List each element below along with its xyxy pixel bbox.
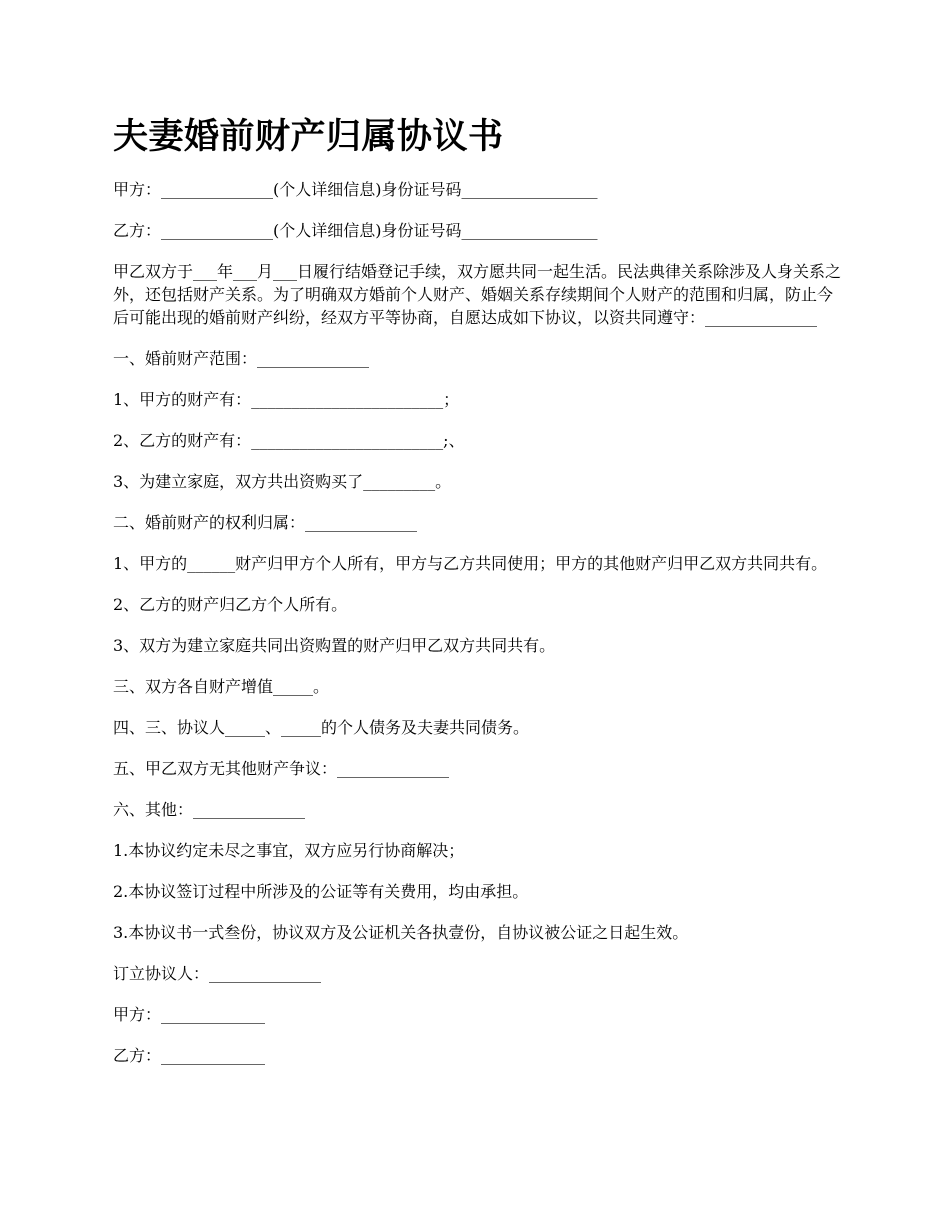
section-6-item-1: 1.本协议约定未尽之事宜，双方应另行协商解决； bbox=[113, 841, 465, 860]
section-1-heading: 一、婚前财产范围：______________ bbox=[113, 349, 370, 368]
section-2-item-2: 2、乙方的财产归乙方个人所有。 bbox=[113, 595, 348, 614]
section-6-heading: 六、其他：______________ bbox=[113, 800, 306, 819]
section-2-item-1: 1、甲方的______财产归甲方个人所有，甲方与乙方共同使用；甲方的其他财产归甲乙双方共同共有。 bbox=[113, 554, 828, 573]
section-1-item-3: 3、为建立家庭，双方共出资购买了_________。 bbox=[113, 472, 452, 491]
document-title: 夫妻婚前财产归属协议书 bbox=[113, 116, 504, 157]
party-a-line: 甲方：______________(个人详细信息)身份证号码_________________ bbox=[113, 180, 598, 199]
section-6-item-3: 3.本协议书一式叁份，协议双方及公证机关各执壹份，自协议被公证之日起生效。 bbox=[113, 923, 689, 942]
section-1-item-1: 1、甲方的财产有：________________________； bbox=[113, 390, 460, 409]
preamble-paragraph: 甲乙双方于___年___月___日履行结婚登记手续，双方愿共同一起生活。民法典律关系除涉及人身关系之外，还包括财产关系。为了明确双方婚前个人财产、婚姻关系存续期间个人财产的范围和归属，防止今后可能出现的婚前财产纠纷，经双方平等协商，自愿达成如下协议，以资共同遵守：______________ bbox=[113, 262, 842, 327]
section-3-line: 三、双方各自财产增值_____。 bbox=[113, 677, 330, 696]
section-5-line: 五、甲乙双方无其他财产争议：______________ bbox=[113, 759, 450, 778]
section-4-line: 四、三、协议人_____、_____的个人债务及夫妻共同债务。 bbox=[113, 718, 530, 737]
signatories-line: 订立协议人：______________ bbox=[113, 964, 322, 983]
section-2-item-3: 3、双方为建立家庭共同出资购置的财产归甲乙双方共同共有。 bbox=[113, 636, 556, 655]
section-2-heading: 二、婚前财产的权利归属：______________ bbox=[113, 513, 418, 532]
signature-party-b: 乙方：_____________ bbox=[113, 1046, 266, 1065]
document-page bbox=[113, 112, 843, 1085]
signature-party-a: 甲方：_____________ bbox=[113, 1005, 266, 1024]
section-6-item-2: 2.本协议签订过程中所涉及的公证等有关费用，均由承担。 bbox=[113, 882, 529, 901]
party-b-line: 乙方：______________(个人详细信息)身份证号码_________________ bbox=[113, 221, 598, 240]
section-1-item-2: 2、乙方的财产有：________________________;、 bbox=[113, 431, 465, 450]
